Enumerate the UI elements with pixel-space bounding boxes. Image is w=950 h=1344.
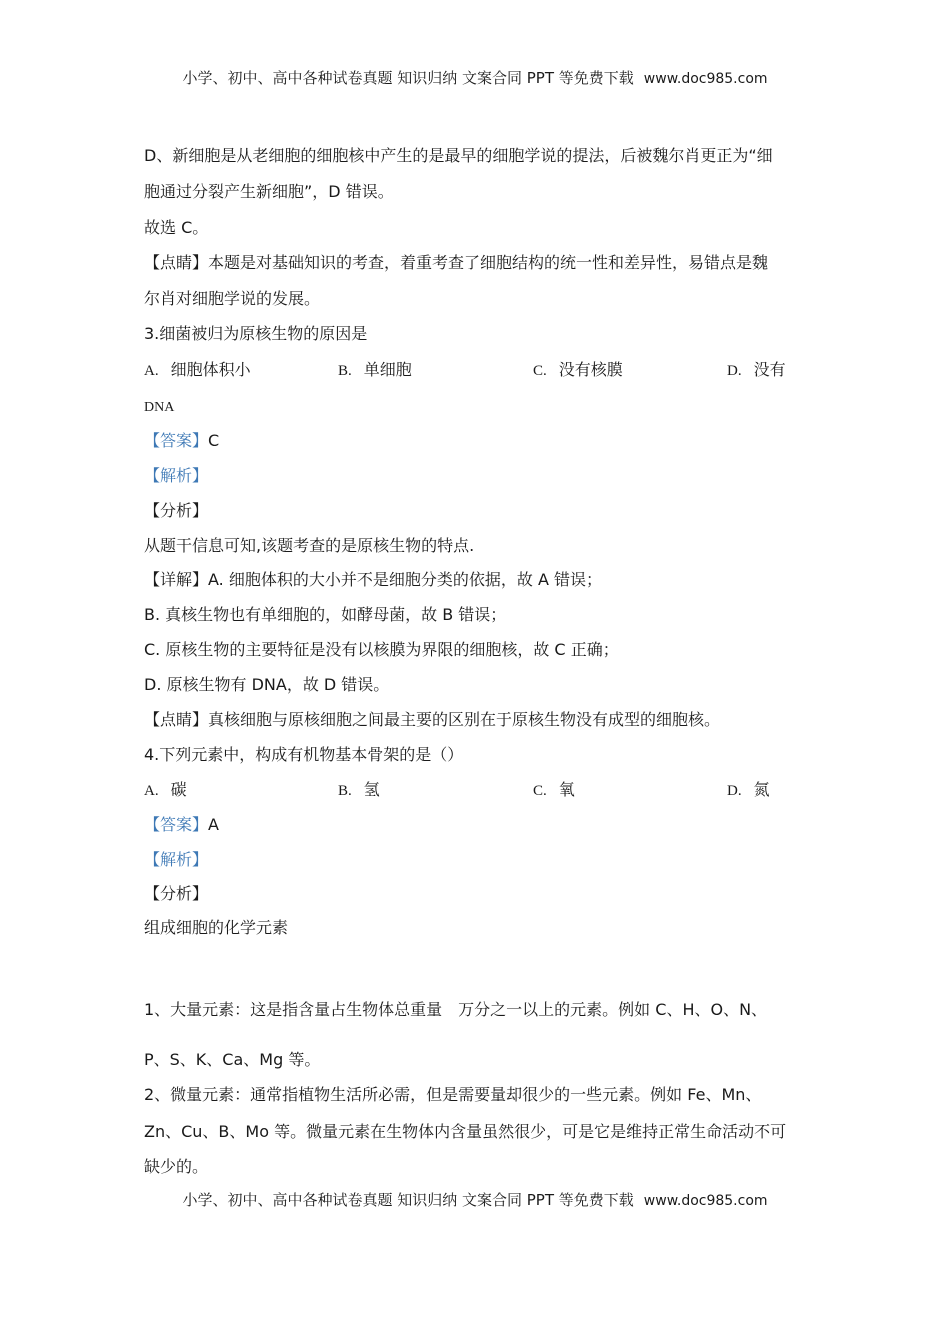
q3-option-a: A. 细胞体积小 [144, 360, 251, 379]
q4-p2-line1: 2、微量元素：通常指植物生活所必需，但是需要量却很少的一些元素。例如 Fe、Mn、 [144, 1085, 762, 1104]
q4-option-c: C. 氧 [533, 780, 575, 799]
q3-option-c: C. 没有核膜 [533, 360, 623, 379]
q3-stem: 3.细菌被归为原核生物的原因是 [144, 324, 368, 343]
prev-choose: 故选 C。 [144, 218, 209, 237]
prev-tip-tag: 【点睛】 [144, 253, 209, 272]
q3-fenxi: 【分析】 [144, 501, 209, 520]
footer-url[interactable]: www.doc985.com [643, 1193, 768, 1209]
q4-p2-line3: 缺少的。 [144, 1157, 209, 1176]
page-footer [0, 1190, 950, 1211]
q3-answer [144, 431, 219, 451]
header-url[interactable]: www.doc985.com [643, 71, 768, 87]
q4-option-b: B. 氢 [338, 780, 380, 799]
q3-tip: 【点睛】真核细胞与原核细胞之间最主要的区别在于原核生物没有成型的细胞核。 [144, 710, 721, 729]
q3-option-b: B. 单细胞 [338, 360, 412, 379]
q3-fenxi-text: 从题干信息可知,该题考查的是原核生物的特点. [144, 536, 475, 555]
q3-jiexi: 【解析】 [144, 466, 209, 485]
q3-option-d-wrap: DNA [144, 400, 175, 415]
prev-d-line2: 胞通过分裂产生新细胞”，D 错误。 [144, 182, 394, 201]
q4-option-d: D. 氮 [727, 780, 770, 799]
q3-detail-b: B. 真核生物也有单细胞的，如酵母菌，故 B 错误； [144, 605, 507, 624]
q3-answer-value: C [208, 431, 220, 450]
q4-p1-line2: P、S、K、Ca、Mg 等。 [144, 1050, 321, 1069]
q3-detail-c: C. 原核生物的主要特征是没有以核膜为界限的细胞核，故 C 正确； [144, 640, 619, 659]
prev-d-line1: D、新细胞是从老细胞的细胞核中产生的是最早的细胞学说的提法，后被魏尔肖更正为“细 [144, 146, 773, 165]
q3-detail-tag: 【详解】 [144, 570, 209, 589]
q4-answer-tag: 【答案】 [144, 815, 209, 834]
q4-fenxi: 【分析】 [144, 884, 209, 903]
q4-jiexi: 【解析】 [144, 850, 209, 869]
q3-answer-tag: 【答案】 [144, 431, 209, 450]
q4-fenxi-text: 组成细胞的化学元素 [144, 918, 289, 937]
prev-tip-text: 本题是对基础知识的考查，着重考查了细胞结构的统一性和差异性，易错点是魏 [208, 253, 769, 272]
q4-p1-line1: 1、大量元素：这是指含量占生物体总重量 万分之一以上的元素。例如 C、H、O、N、 [144, 1000, 768, 1019]
header-text: 小学、初中、高中各种试卷真题 知识归纳 文案合同 PPT 等免费下载 [182, 69, 634, 87]
q3-tip-tag: 【点睛】 [144, 710, 209, 729]
q4-p2-line2: Zn、Cu、B、Mo 等。微量元素在生物体内含量虽然很少，可是它是维持正常生命活动不可 [144, 1122, 787, 1141]
q3-detail-d: D. 原核生物有 DNA，故 D 错误。 [144, 675, 390, 694]
prev-tip-line1 [144, 253, 768, 273]
q4-answer-value: A [208, 815, 219, 834]
q4-stem: 4.下列元素中，构成有机物基本骨架的是（） [144, 745, 464, 764]
prev-tip-line2: 尔肖对细胞学说的发展。 [144, 289, 321, 308]
page-header [0, 68, 950, 89]
q3-detail-a: 【详解】A. 细胞体积的大小并不是细胞分类的依据，故 A 错误； [144, 570, 602, 589]
footer-text: 小学、初中、高中各种试卷真题 知识归纳 文案合同 PPT 等免费下载 [182, 1191, 634, 1209]
q3-option-d: D. 没有 [727, 360, 786, 379]
q4-answer [144, 815, 219, 835]
q4-option-a: A. 碳 [144, 780, 187, 799]
